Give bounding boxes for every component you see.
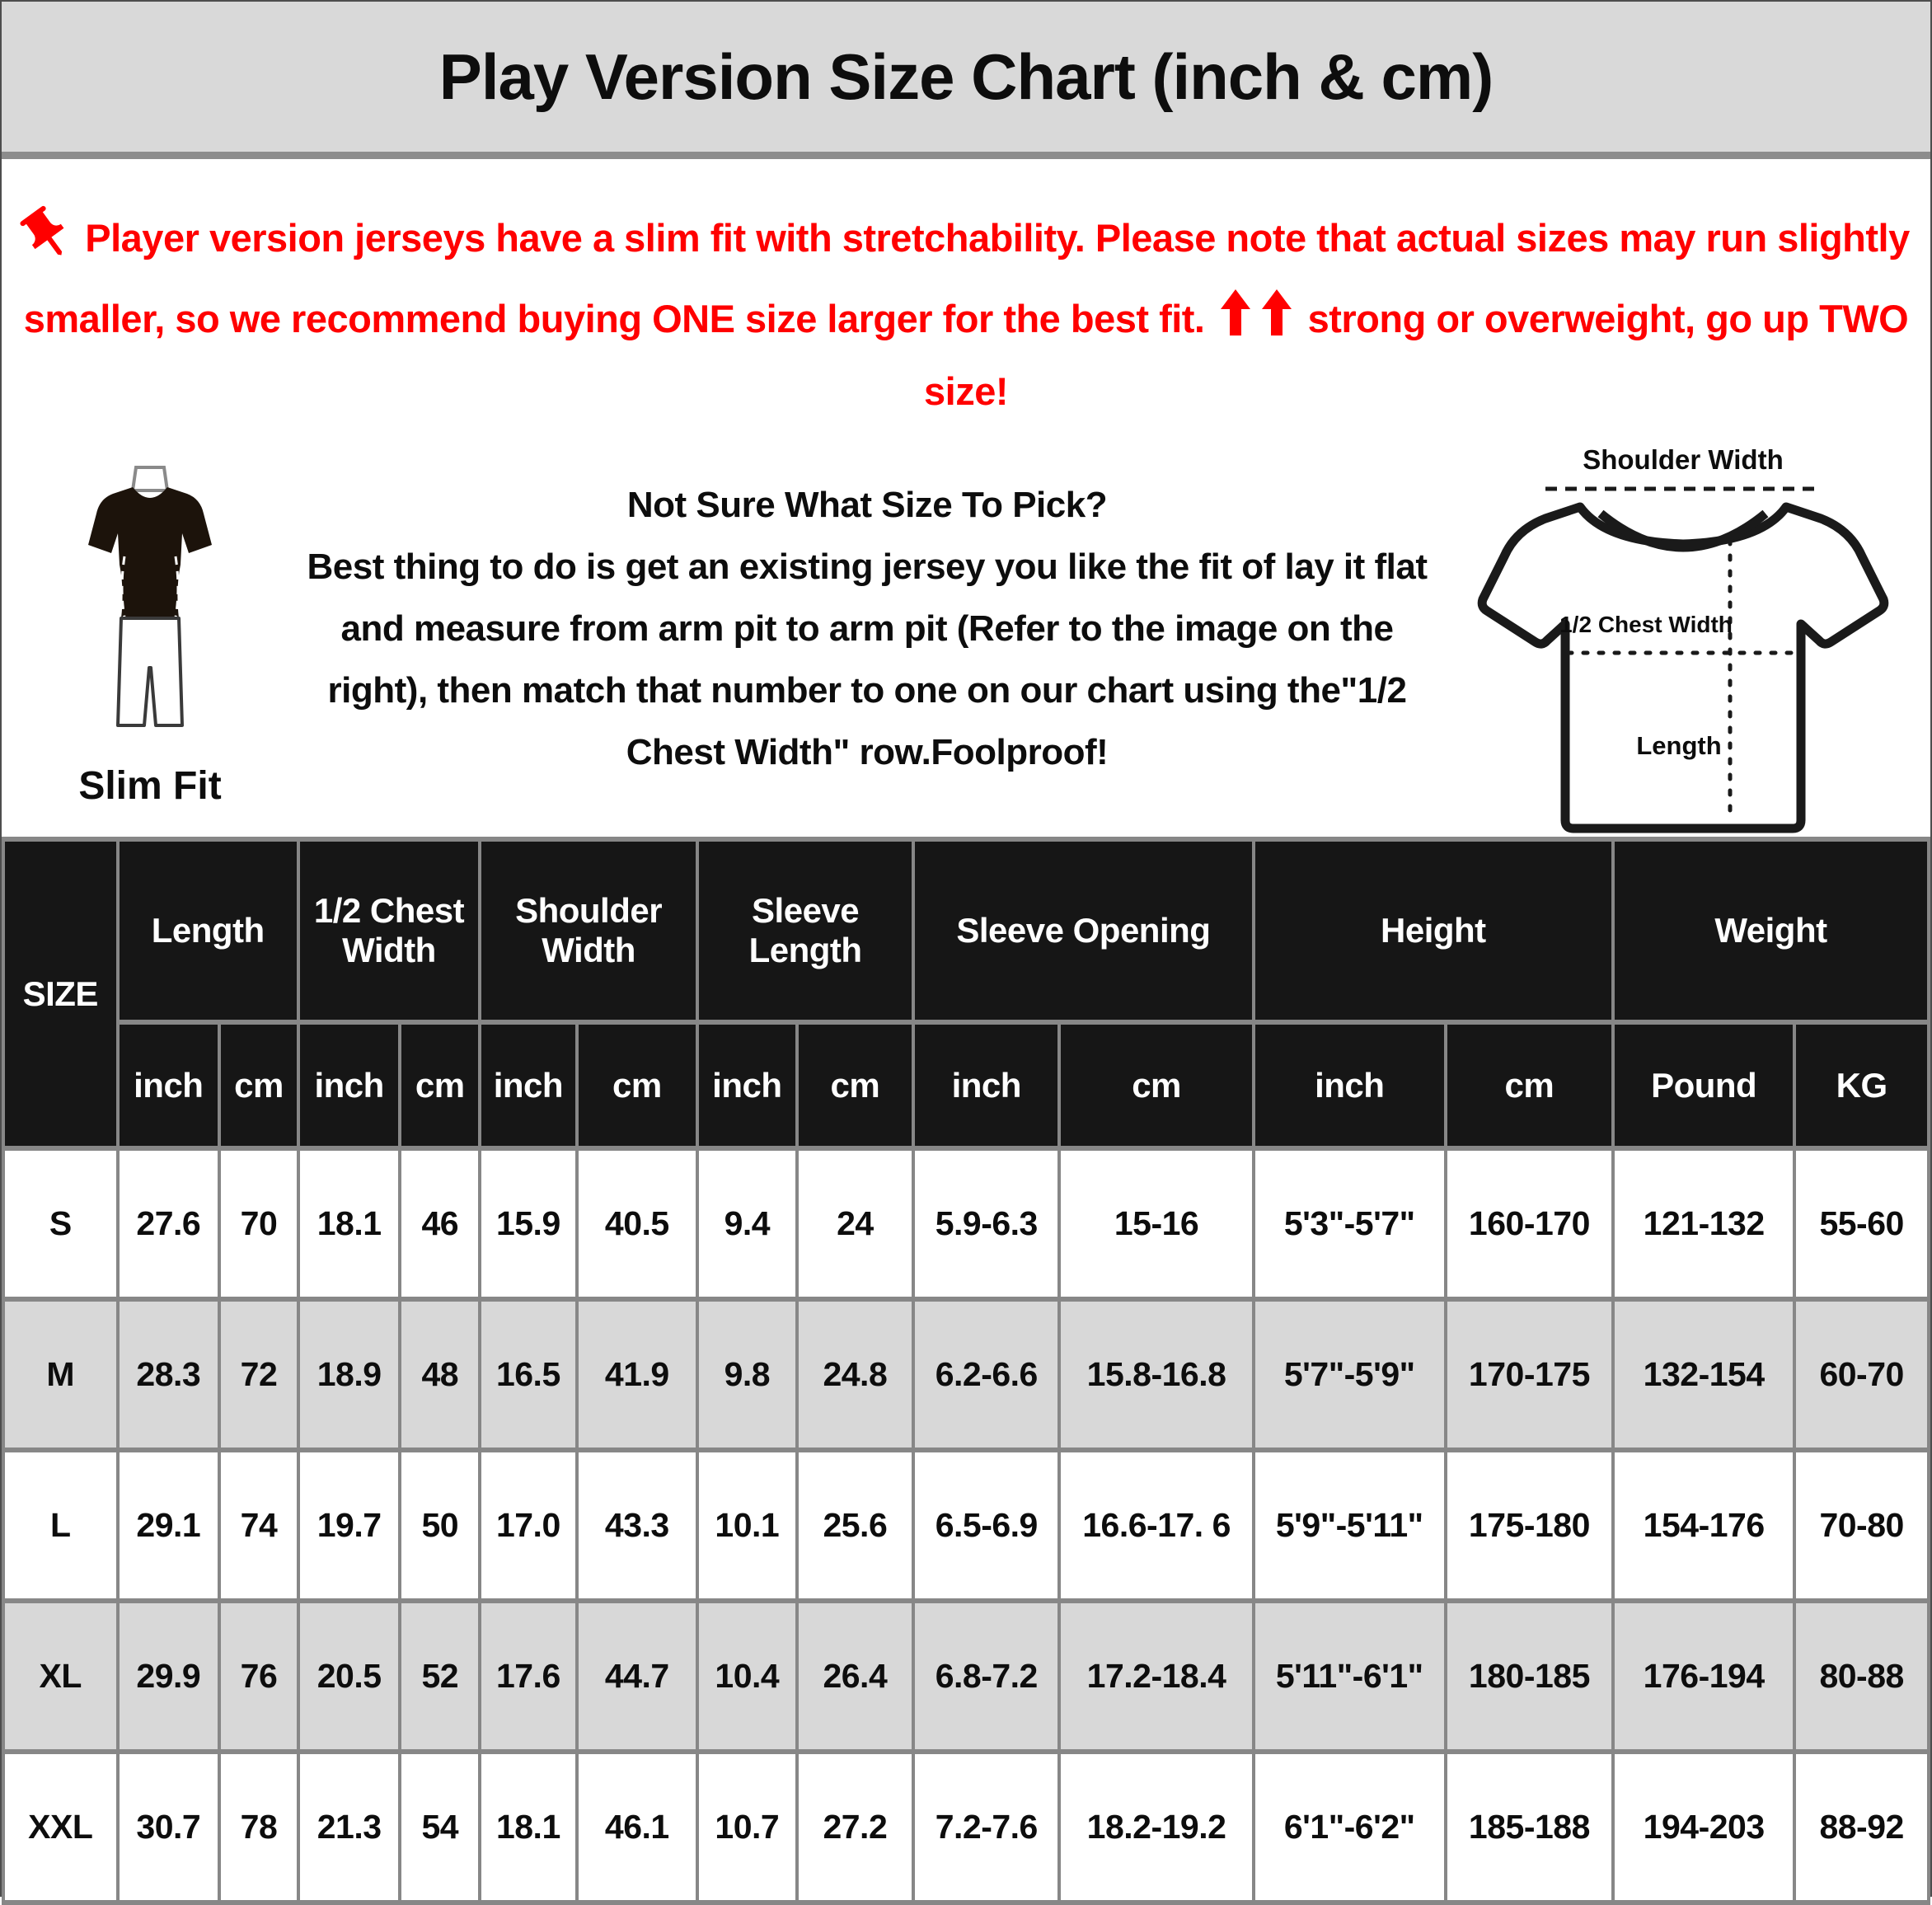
value-cell: 6.8-7.2 [913,1601,1059,1752]
value-cell: 5'3"-5'7" [1254,1148,1446,1299]
value-cell: 18.1 [480,1752,577,1903]
value-cell: 170-175 [1446,1299,1613,1450]
size-cell: L [3,1450,118,1601]
value-cell: 52 [400,1601,480,1752]
value-cell: 24 [797,1148,914,1299]
up-arrow-icon [1262,288,1292,357]
value-cell: 78 [219,1752,298,1903]
size-help-body: Best thing to do is get an existing jersey you like the fit of lay it flat and measure from arm pit to arm pit (Refer to the image on the right), then match that number to one on our chart using the"1/2 Chest Width" row.Foolproof! [307,547,1428,772]
value-cell: 55-60 [1794,1148,1929,1299]
size-cell: M [3,1299,118,1450]
value-cell: 15.9 [480,1148,577,1299]
value-cell: 28.3 [118,1299,220,1450]
value-cell: 74 [219,1450,298,1601]
col-header-size: SIZE [3,839,118,1148]
value-cell: 15-16 [1059,1148,1253,1299]
size-table-body [3,1148,1929,1903]
slim-fit-figure-icon [55,466,245,742]
shoulder-width-label: Shoulder Width [1583,444,1784,475]
value-cell: 24.8 [797,1299,914,1450]
notice-text-after: strong or overweight, go up TWO size! [924,297,1909,413]
col-group-sleeve-length: Sleeve Length [697,839,913,1022]
value-cell: 80-88 [1794,1601,1929,1752]
subcol-weight-kg: KG [1794,1022,1929,1148]
value-cell: 160-170 [1446,1148,1613,1299]
value-cell: 44.7 [577,1601,697,1752]
value-cell: 70-80 [1794,1450,1929,1601]
value-cell: 10.7 [697,1752,797,1903]
col-group-half-chest: 1/2 Chest Width [298,839,480,1022]
value-cell: 27.6 [118,1148,220,1299]
value-cell: 16.6-17. 6 [1059,1450,1253,1601]
value-cell: 72 [219,1299,298,1450]
value-cell: 29.9 [118,1601,220,1752]
value-cell: 17.0 [480,1450,577,1601]
value-cell: 194-203 [1613,1752,1794,1903]
subcol-length-inch: inch [118,1022,220,1148]
col-group-sleeve-opening: Sleeve Opening [913,839,1254,1022]
value-cell: 15.8-16.8 [1059,1299,1253,1450]
value-cell: 40.5 [577,1148,697,1299]
value-cell: 70 [219,1148,298,1299]
subcol-sleeve-length-cm: cm [797,1022,914,1148]
value-cell: 9.8 [697,1299,797,1450]
value-cell: 6.5-6.9 [913,1450,1059,1601]
value-cell: 9.4 [697,1148,797,1299]
value-cell: 17.2-18.4 [1059,1601,1253,1752]
value-cell: 60-70 [1794,1299,1929,1450]
fit-notice [2,159,1930,434]
up-arrow-icon [1221,288,1250,357]
value-cell: 132-154 [1613,1299,1794,1450]
half-chest-width-label: 1/2 Chest Width [1559,612,1733,637]
subcol-sleeve-opening-cm: cm [1059,1022,1253,1148]
value-cell: 41.9 [577,1299,697,1450]
subcol-half-chest-inch: inch [298,1022,401,1148]
value-cell: 5'11"-6'1" [1254,1601,1446,1752]
size-cell: XXL [3,1752,118,1903]
title-bar [2,2,1930,159]
page-title: Play Version Size Chart (inch & cm) [438,40,1494,113]
value-cell: 29.1 [118,1450,220,1601]
value-cell: 20.5 [298,1601,401,1752]
subcol-half-chest-cm: cm [400,1022,480,1148]
slim-fit-label: Slim Fit [78,764,222,808]
notice-text-before: Player version jerseys have a slim fit with stretchability. Please note that actual sizes may run slightly smaller, so we recommend buying ONE size larger for the best fit. [23,216,1910,340]
table-row-XL [3,1601,1929,1752]
value-cell: 5'7"-5'9" [1254,1299,1446,1450]
subcol-weight-pound: Pound [1613,1022,1794,1148]
col-group-length: Length [118,839,298,1022]
value-cell: 6'1"-6'2" [1254,1752,1446,1903]
size-chart-table [2,837,1930,1905]
value-cell: 26.4 [797,1601,914,1752]
value-cell: 88-92 [1794,1752,1929,1903]
value-cell: 180-185 [1446,1601,1613,1752]
value-cell: 21.3 [298,1752,401,1903]
value-cell: 185-188 [1446,1752,1613,1903]
value-cell: 16.5 [480,1299,577,1450]
value-cell: 6.2-6.6 [913,1299,1059,1450]
value-cell: 27.2 [797,1752,914,1903]
value-cell: 46.1 [577,1752,697,1903]
value-cell: 121-132 [1613,1148,1794,1299]
value-cell: 30.7 [118,1752,220,1903]
value-cell: 175-180 [1446,1450,1613,1601]
table-row-XXL [3,1752,1929,1903]
value-cell: 46 [400,1148,480,1299]
value-cell: 18.9 [298,1299,401,1450]
size-help-section [2,434,1930,837]
col-group-height: Height [1254,839,1613,1022]
subcol-height-cm: cm [1446,1022,1613,1148]
value-cell: 7.2-7.6 [913,1752,1059,1903]
value-cell: 5.9-6.3 [913,1148,1059,1299]
value-cell: 76 [219,1601,298,1752]
tshirt-diagram-icon [1440,434,1926,847]
col-group-shoulder: Shoulder Width [480,839,697,1022]
pushpin-icon [4,192,102,294]
subcol-sleeve-opening-inch: inch [913,1022,1059,1148]
subcol-shoulder-cm: cm [577,1022,697,1148]
value-cell: 154-176 [1613,1450,1794,1601]
value-cell: 10.4 [697,1601,797,1752]
size-help-text [298,434,1436,837]
length-label: Length [1636,731,1722,760]
value-cell: 25.6 [797,1450,914,1601]
value-cell: 5'9"-5'11" [1254,1450,1446,1601]
size-cell: S [3,1148,118,1299]
value-cell: 43.3 [577,1450,697,1601]
table-row-M [3,1299,1929,1450]
value-cell: 17.6 [480,1601,577,1752]
slim-fit-block [2,434,298,837]
subcol-length-cm: cm [219,1022,298,1148]
value-cell: 48 [400,1299,480,1450]
value-cell: 176-194 [1613,1601,1794,1752]
value-cell: 50 [400,1450,480,1601]
col-group-weight: Weight [1613,839,1929,1022]
value-cell: 10.1 [697,1450,797,1601]
subcol-sleeve-length-inch: inch [697,1022,797,1148]
value-cell: 18.2-19.2 [1059,1752,1253,1903]
table-row-L [3,1450,1929,1601]
size-cell: XL [3,1601,118,1752]
value-cell: 19.7 [298,1450,401,1601]
subcol-shoulder-inch: inch [480,1022,577,1148]
subcol-height-inch: inch [1254,1022,1446,1148]
table-row-S [3,1148,1929,1299]
size-help-heading: Not Sure What Size To Pick? [626,485,1108,525]
value-cell: 54 [400,1752,480,1903]
measure-diagram [1436,434,1930,837]
value-cell: 18.1 [298,1148,401,1299]
